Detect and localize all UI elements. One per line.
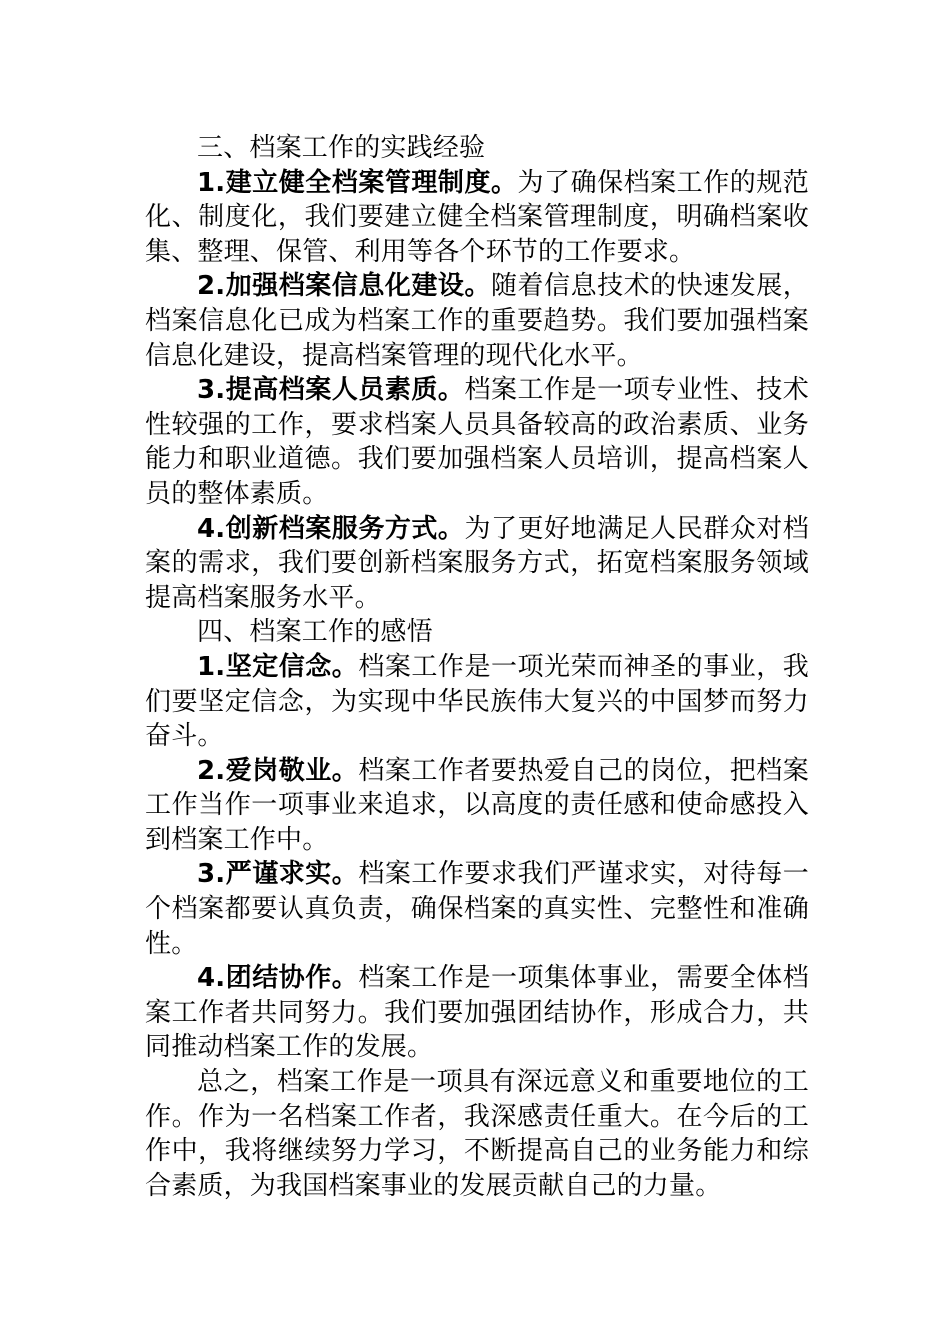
section-heading-reflections: 四、档案工作的感悟 [197,617,433,648]
reflection-item-2 [145,754,809,858]
practice-item-4-title: 4.创新档案服务方式。 [197,513,465,544]
practice-item-1-title: 1.建立健全档案管理制度。 [197,167,518,198]
conclusion-paragraph: 总之，档案工作是一项具有深远意义和重要地位的工作。作为一名档案工作者，我深感责任重大。在今后的工作中，我将继续努力学习，不断提高自己的业务能力和综合素质，为我国档案事业的发展贡献自己的力量。 [145,1067,809,1201]
reflection-item-1-body: 档案工作是一项光荣而神圣的事业，我们要坚定信念，为实现中华民族伟大复兴的中国梦而努力奋斗。 [145,651,809,752]
practice-item-3-title: 3.提高档案人员素质。 [197,375,465,406]
practice-item-3-body: 档案工作是一项专业性、技术性较强的工作，要求档案人员具备较高的政治素质、业务能力和职业道德。我们要加强档案人员培训，提高档案人员的整体素质。 [145,375,809,509]
practice-item-4 [145,512,809,616]
reflection-item-4-body: 档案工作是一项集体事业，需要全体档案工作者共同努力。我们要加强团结协作，形成合力，共同推动档案工作的发展。 [145,963,809,1063]
practice-item-4-body: 为了更好地满足人民群众对档案的需求，我们要创新档案服务方式，拓宽档案服务领域提高档案服务水平。 [145,513,809,613]
reflection-item-4 [145,961,809,1065]
reflection-item-3 [145,857,809,961]
practice-item-3 [145,373,809,511]
reflection-item-1-title: 1.坚定信念。 [197,651,359,682]
reflection-item-2-body: 档案工作者要热爱自己的岗位，把档案工作当作一项事业来追求，以高度的责任感和使命感投入到档案工作中。 [145,755,809,855]
practice-item-1-body: 为了确保档案工作的规范化、制度化，我们要建立健全档案管理制度，明确档案收集、整理、保管、利用等各个环节的工作要求。 [145,167,809,267]
reflection-item-3-title: 3.严谨求实。 [197,859,359,890]
section-heading-practice: 三、档案工作的实践经验 [197,133,486,163]
practice-item-2 [145,269,809,373]
reflection-item-3-body: 档案工作要求我们严谨求实，对待每一个档案都要认真负责，确保档案的真实性、完整性和准确性。 [145,859,809,959]
reflection-item-2-title: 2.爱岗敬业。 [197,755,359,786]
reflection-item-1 [145,650,809,754]
reflection-item-4-title: 4.团结协作。 [197,963,359,994]
practice-item-2-title: 2.加强档案信息化建设。 [197,271,491,302]
practice-item-1 [145,166,809,270]
practice-item-2-body: 随着信息技术的快速发展，档案信息化已成为档案工作的重要趋势。我们要加强档案信息化建设，提高档案管理的现代化水平。 [145,271,809,371]
document-page [145,131,809,1203]
